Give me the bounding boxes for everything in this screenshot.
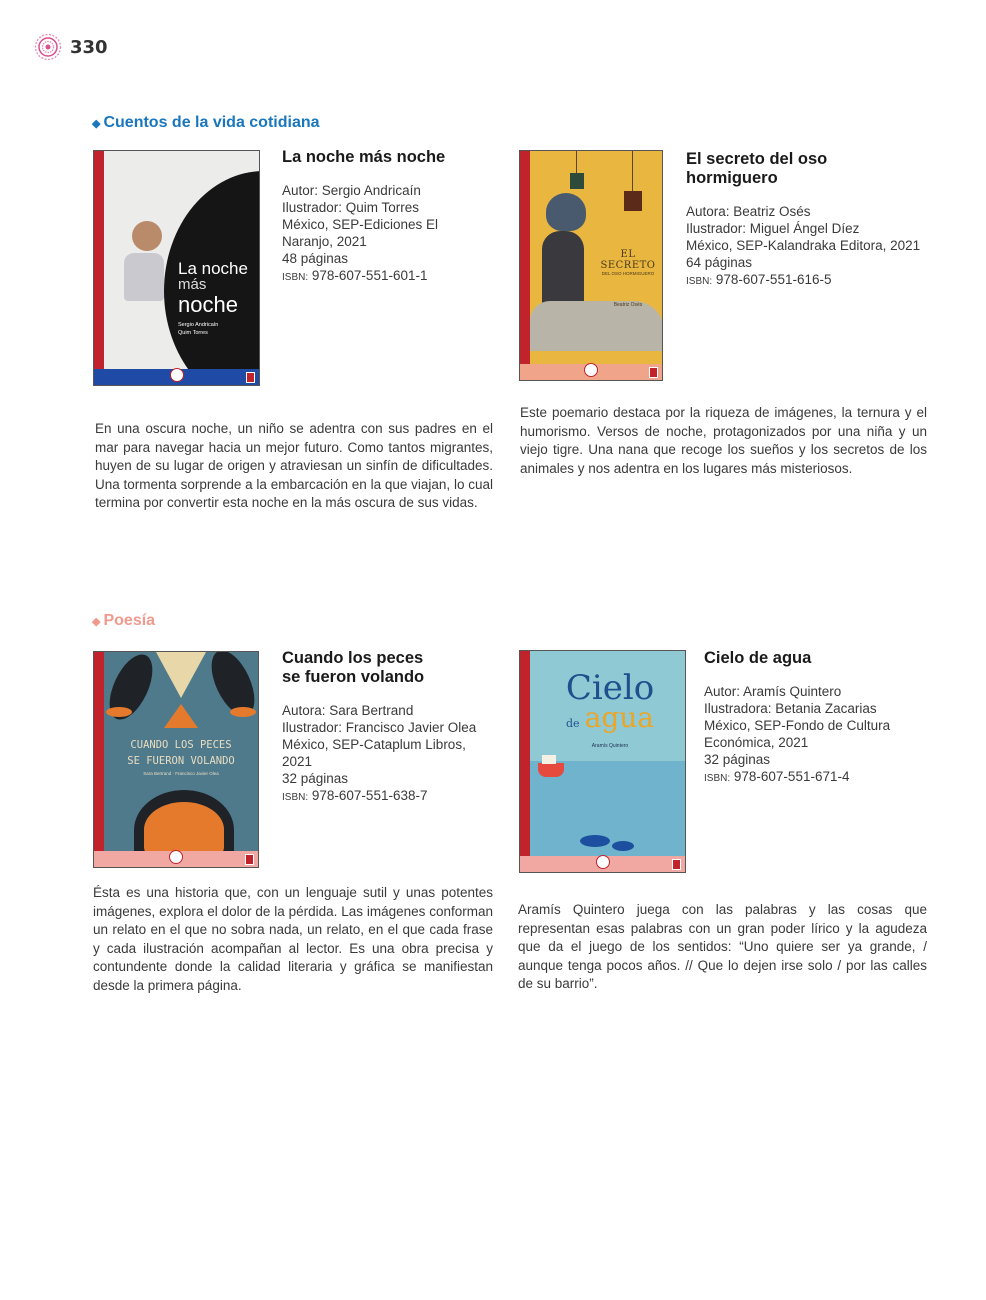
book-author: Autora: Beatriz Osés [686, 204, 811, 219]
book-illustrator: Ilustrador: Quim Torres [282, 200, 420, 215]
section-label: Cuentos de la vida cotidiana [103, 114, 320, 131]
sep-seal-icon [169, 850, 183, 864]
mandala-icon [34, 33, 62, 61]
book-pages: 32 páginas [704, 752, 771, 767]
book-title: El secreto del oso hormiguero [686, 150, 828, 187]
cover-title-line: La noche [178, 259, 248, 278]
book-isbn: ISBN: 978-607-551-601-1 [282, 268, 428, 283]
page-number: 330 [70, 36, 108, 58]
book-pages: 32 páginas [282, 771, 349, 786]
sep-logo-icon [672, 859, 681, 870]
cover-title-line: noche [178, 292, 238, 317]
book-publisher: México, SEP-Fondo de Cultura Económica, 2021 [704, 718, 891, 750]
sep-seal-icon [170, 368, 184, 382]
book-cover-cuando-los-peces [93, 651, 259, 868]
book-title: Cuando los peces se fueron volando [282, 649, 425, 686]
section-heading-poesia [92, 612, 155, 630]
cover-author: Beatriz Osés [613, 302, 643, 308]
book-info [686, 150, 921, 290]
cover-subtitle-line: DEL OSO HORMIGUERO [601, 271, 655, 276]
book-illustrator: Ilustrador: Francisco Javier Olea [282, 720, 477, 735]
cover-title-line: EL SECRETO [600, 249, 656, 271]
section-label: Poesía [103, 612, 156, 629]
book-description: En una oscura noche, un niño se adentra con sus padres en el mar para navegar hacia un mejor futuro. Como tantos migrantes, huyen de su lugar de origen y atraviesan un sinfín de dificultades. Una tormenta sorprende a la embarcación en la que viajan, lo cual termina por convertir esta noche en la más oscura de sus vidas. [95, 421, 493, 511]
book-author: Autora: Sara Bertrand [282, 703, 414, 718]
book-info [704, 649, 926, 787]
sep-logo-icon [649, 367, 658, 378]
book-illustrator: Ilustradora: Betania Zacarias [704, 701, 877, 716]
cover-boat [538, 763, 564, 777]
book-illustrator: Ilustrador: Miguel Ángel Díez [686, 221, 860, 236]
cover-author: Aramís Quintero [591, 743, 629, 749]
book-author: Autor: Sergio Andricaín [282, 183, 421, 198]
diamond-bullet-icon: ◆ [92, 118, 101, 130]
book-author: Autor: Aramís Quintero [704, 684, 842, 699]
sep-logo-icon [245, 854, 254, 865]
cover-fish [580, 835, 610, 847]
book-description: Aramís Quintero juega con las palabras y las cosas que representan esas palabras con un gran poder lírico y la agudeza que da el juego de los sentidos: “Uno quiere ser ya grande, / aunque tenga pocos años. // Que lo dejen irse solo / por las calles de su barrio”. [518, 902, 927, 992]
cover-title-line: CUANDO LOS PECES [130, 739, 232, 751]
book-title: La noche más noche [282, 148, 446, 166]
cover-author: Sara Bertrand · Francisco Javier Olea [143, 771, 219, 776]
book-publisher: México, SEP-Cataplum Libros, 2021 [282, 737, 466, 769]
cover-child-figure [132, 221, 162, 251]
book-isbn: ISBN: 978-607-551-638-7 [282, 788, 428, 803]
book-isbn: ISBN: 978-607-551-616-5 [686, 272, 832, 287]
cover-title-line: más [178, 276, 207, 293]
book-description: Este poemario destaca por la riqueza de imágenes, la ternura y el humorismo. Versos de noche, protagonizados por una niña y un viejo tigre. Una nana que recoge los sueños y los secretos de los animales y nos adentra en los lugares más misteriosos. [520, 405, 927, 476]
book-cover-cielo-de-agua [519, 650, 686, 873]
book-info [282, 649, 497, 806]
book-isbn: ISBN: 978-607-551-671-4 [704, 769, 850, 784]
book-pages: 48 páginas [282, 251, 349, 266]
book-cover-el-secreto [519, 150, 663, 381]
book-title: Cielo de agua [704, 649, 812, 667]
cover-author: Sergio Andricaín [178, 322, 219, 328]
sep-logo-icon [246, 372, 255, 383]
sep-seal-icon [584, 363, 598, 377]
section-heading-cuentos [92, 114, 320, 132]
book-cover-la-noche [93, 150, 260, 386]
sep-seal-icon [596, 855, 610, 869]
book-description: Ésta es una historia que, con un lenguaje sutil y unas potentes imágenes, explora el dolor de la pérdida. Las imágenes conforman un relato en el que no sobra nada, un relato, en el que cada frase y cada ilustración acompañan al lector. Es una obra precisa y contundente donde la calidad literaria y gráfica se manifiestan desde la primera página. [93, 885, 493, 993]
cover-title-line: agua [584, 701, 654, 734]
cover-figure [546, 193, 586, 231]
cover-illustrator: Quim Torres [178, 330, 208, 336]
cover-title-line: SE FUERON VOLANDO [127, 755, 235, 767]
book-publisher: México, SEP-Kalandraka Editora, 2021 [686, 238, 921, 253]
book-pages: 64 páginas [686, 255, 753, 270]
diamond-bullet-icon: ◆ [92, 616, 101, 628]
cover-title-line: de [566, 717, 580, 730]
page-header [34, 33, 108, 61]
book-publisher: México, SEP-Ediciones El Naranjo, 2021 [282, 217, 439, 249]
cover-title-line: Cielo [565, 668, 655, 708]
book-info [282, 148, 492, 286]
